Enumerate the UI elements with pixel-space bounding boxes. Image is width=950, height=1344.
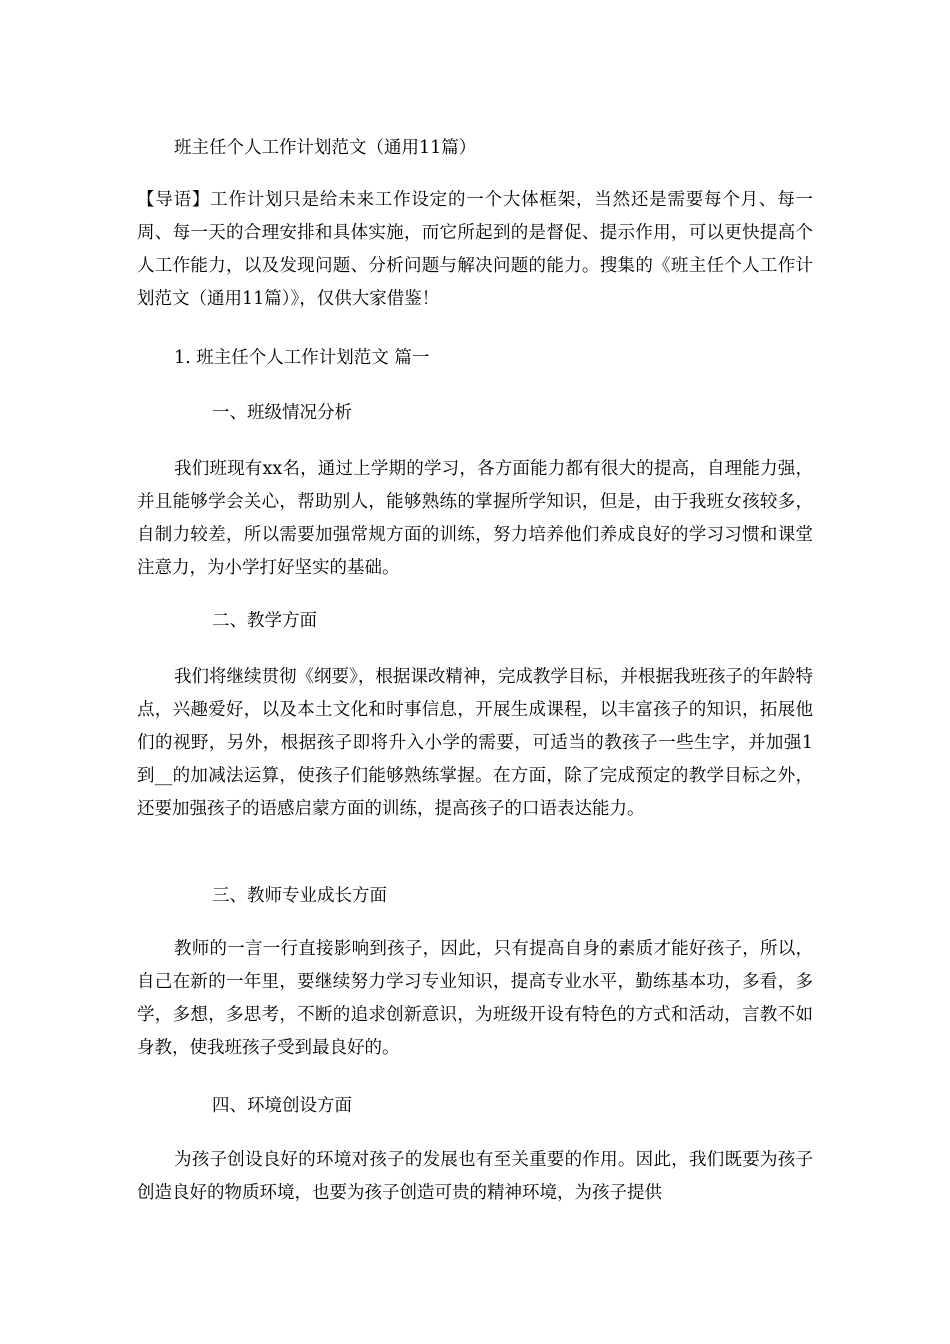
intro-paragraph: 【导语】工作计划只是给未来工作设定的一个大体框架，当然还是需要每个月、每一周、每一天的合理安排和具体实施，而它所起到的是督促、提示作用，可以更快提高个人工作能力，以及发现问题、分析问题与解决问题的能力。搜集的《班主任个人工作计划范文（通用11篇）》，仅供大家借鉴！ bbox=[137, 190, 813, 309]
document-title: 班主任个人工作计划范文（通用11篇） bbox=[174, 138, 477, 158]
heading-class-analysis: 一、班级情况分析 bbox=[212, 403, 352, 423]
heading-environment: 四、环境创设方面 bbox=[212, 1096, 352, 1116]
section-title: 1. 班主任个人工作计划范文 篇一 bbox=[174, 348, 430, 368]
heading-teaching: 二、教学方面 bbox=[212, 611, 317, 631]
paragraph-class-analysis: 我们班现有xx名，通过上学期的学习，各方面能力都有很大的提高，自理能力强，并且能够学会关心，帮助别人，能够熟练的掌握所学知识，但是，由于我班女孩较多，自制力较差，所以需要加强常规方面的训练，努力培养他们养成良好的学习习惯和课堂注意力，为小学打好坚实的基础。 bbox=[137, 459, 813, 578]
paragraph-environment: 为孩子创设良好的环境对孩子的发展也有至关重要的作用。因此，我们既要为孩子创造良好的物质环境，也要为孩子创造可贵的精神环境，为孩子提供 bbox=[137, 1150, 813, 1203]
paragraph-teacher-growth: 教师的一言一行直接影响到孩子，因此，只有提高自身的素质才能好孩子，所以，自己在新的一年里，要继续努力学习专业知识，提高专业水平，勤练基本功，多看，多学，多想，多思考，不断的追求创新意识，为班级开设有特色的方式和活动，言教不如身教，使我班孩子受到最良好的。 bbox=[137, 939, 813, 1058]
heading-teacher-growth: 三、教师专业成长方面 bbox=[212, 886, 387, 906]
paragraph-teaching: 我们将继续贯彻《纲要》，根据课改精神，完成教学目标，并根据我班孩子的年龄特点，兴趣爱好，以及本土文化和时事信息，开展生成课程，以丰富孩子的知识，拓展他们的视野，另外，根据孩子即将升入小学的需要，可适当的教孩子一些生字，并加强1到__的加减法运算，使孩子们能够熟练掌握。在方面，除了完成预定的教学目标之外，还要加强孩子的语感启蒙方面的训练，提高孩子的口语表达能力。 bbox=[137, 667, 813, 819]
